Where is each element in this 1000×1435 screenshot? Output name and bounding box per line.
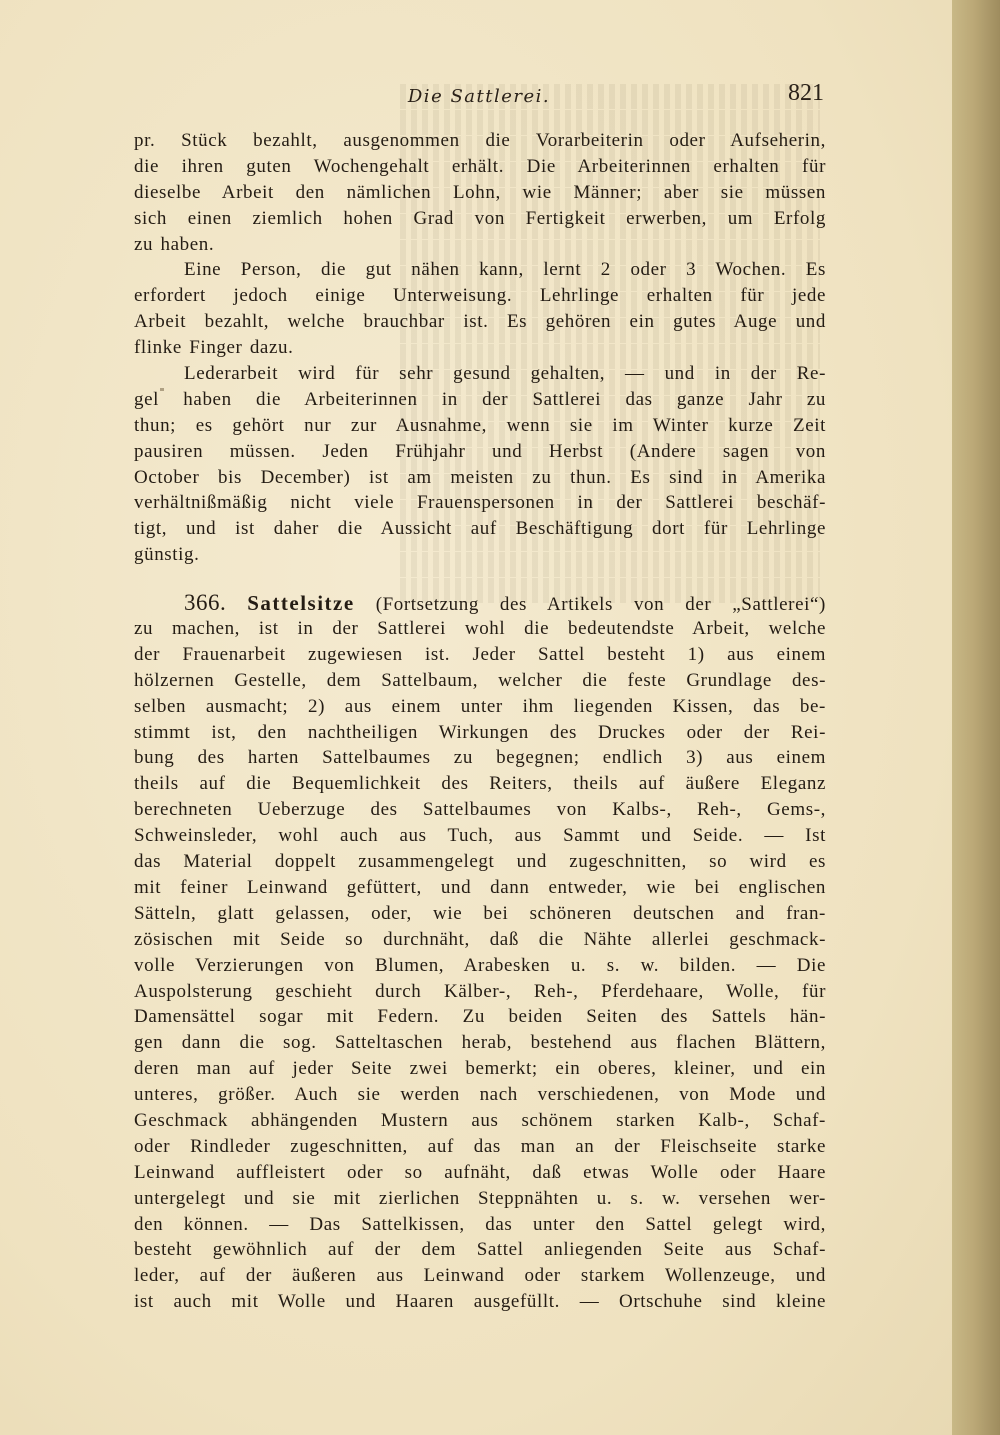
text-line: günstig.: [134, 544, 200, 566]
text-line: Leinwand auffleistert oder so aufnäht, daß etwas Wolle oder Haare: [134, 1161, 826, 1183]
text-line: Lederarbeit wird für sehr gesund gehalten, — und in der Re-: [184, 363, 826, 385]
text-line: volle Verzierungen von Blumen, Arabesken u. s. w. bilden. — Die: [134, 954, 826, 976]
text-line: Schweinsleder, wohl auch aus Tuch, aus Sammt und Seide. — Ist: [134, 825, 826, 847]
paragraph-continued: [134, 128, 826, 257]
article-number: 366.: [184, 590, 227, 616]
text-line: Auspolsterung geschieht durch Kälber-, Reh-, Pferdehaare, Wolle, für: [134, 980, 826, 1002]
paragraph-learning: [134, 257, 826, 361]
text-line: dieselbe Arbeit den nämlichen Lohn, wie Männer; aber sie müssen: [134, 181, 826, 203]
page-number: 821: [788, 80, 824, 106]
article-subtitle: (Fortsetzung des Artikels von der „Sattlerei“): [375, 594, 826, 616]
article-sattelsitze: [134, 590, 826, 1315]
text-line: thun; es gehört nur zur Ausnahme, wenn sie im Winter kurze Zeit: [134, 414, 826, 436]
text-line: selben ausmacht; 2) aus einem unter ihm liegenden Kissen, das be-: [134, 695, 826, 717]
text-line: zu haben.: [134, 233, 215, 255]
body-text: [134, 128, 826, 1315]
text-line: gen dann die sog. Satteltaschen herab, bestehend aus flachen Blättern,: [134, 1032, 826, 1054]
section-gap: [134, 568, 826, 590]
text-line: Arbeit bezahlt, welche brauchbar ist. Es gehören ein gutes Auge und: [134, 311, 826, 333]
text-line: ist auch mit Wolle und Haaren ausgefüllt. — Ortschuhe sind kleine: [134, 1291, 826, 1313]
article-heading-line: [134, 590, 826, 616]
text-line: den können. — Das Sattelkissen, das unter den Sattel gelegt wird,: [134, 1213, 826, 1235]
text-line: zu machen, ist in der Sattlerei wohl die bedeutendste Arbeit, welche: [134, 618, 826, 640]
text-line: mit feiner Leinwand gefüttert, und dann entweder, wie bei englischen: [134, 876, 826, 898]
running-head: Die Sattlerei.: [407, 86, 551, 107]
text-line: die ihren guten Wochengehalt erhält. Die Arbeiterinnen erhalten für: [134, 155, 826, 177]
text-line: Eine Person, die gut nähen kann, lernt 2 oder 3 Wochen. Es: [184, 259, 826, 281]
text-line: besteht gewöhnlich auf der dem Sattel anliegenden Seite aus Schaf-: [134, 1239, 826, 1261]
text-line: der Frauenarbeit zugewiesen ist. Jeder Sattel besteht 1) aus einem: [134, 643, 826, 665]
text-line: flinke Finger dazu.: [134, 337, 294, 359]
text-line: tigt, und ist daher die Aussicht auf Beschäftigung dort für Lehrlinge: [134, 518, 826, 540]
text-line: leder, auf der äußeren aus Leinwand oder starkem Wollenzeuge, und: [134, 1265, 826, 1287]
text-line: hölzernen Gestelle, dem Sattelbaum, welcher die feste Grundlage des-: [134, 669, 826, 691]
page-header: [134, 80, 824, 114]
text-line: deren man auf jeder Seite zwei bemerkt; ein oberes, kleiner, und ein: [134, 1058, 826, 1080]
text-line: pausiren müssen. Jeden Frühjahr und Herbst (Andere sagen von: [134, 440, 826, 462]
text-line: berechneten Ueberzuge des Sattelbaumes von Kalbs-, Reh-, Gems-,: [134, 799, 826, 821]
text-line: unteres, größer. Auch sie werden nach verschiedenen, von Mode und: [134, 1084, 826, 1106]
text-line: erfordert jedoch einige Unterweisung. Lehrlinge erhalten für jede: [134, 285, 826, 307]
scan-background-edge: [952, 0, 1000, 1435]
text-line: verhältnißmäßig nicht viele Frauenspersonen in der Sattlerei beschäf-: [134, 492, 826, 514]
paragraph-leatherwork: [134, 361, 826, 568]
text-line: October bis December) ist am meisten zu thun. Es sind in Amerika: [134, 466, 826, 488]
text-line: Damensättel sogar mit Federn. Zu beiden Seiten des Sattels hän-: [134, 1006, 826, 1028]
text-line: Geschmack abhängenden Mustern aus schönem starken Kalb-, Schaf-: [134, 1109, 826, 1131]
text-line: zösischen mit Seide so durchnäht, daß die Nähte allerlei geschmack-: [134, 928, 826, 950]
text-line: sich einen ziemlich hohen Grad von Fertigkeit erwerben, um Erfolg: [134, 207, 826, 229]
text-line: pr. Stück bezahlt, ausgenommen die Vorarbeiterin oder Aufseherin,: [134, 130, 826, 151]
text-line: oder Rindleder zugeschnitten, auf das man an der Fleischseite starke: [134, 1135, 826, 1157]
article-title: Sattelsitze: [247, 591, 355, 616]
text-line: theils auf die Bequemlichkeit des Reiters, theils auf äußere Eleganz: [134, 773, 826, 795]
text-line: das Material doppelt zusammengelegt und zugeschnitten, so wird es: [134, 851, 826, 873]
text-line: Sätteln, glatt gelassen, oder, wie bei schöneren deutschen and fran-: [134, 902, 826, 924]
text-line: gel haben die Arbeiterinnen in der Sattlerei das ganze Jahr zu: [134, 388, 826, 410]
text-line: bung des harten Sattelbaumes zu begegnen; endlich 3) aus einem: [134, 747, 826, 769]
text-line: untergelegt und sie mit zierlichen Steppnähten u. s. w. versehen wer-: [134, 1187, 826, 1209]
text-line: stimmt ist, den nachtheiligen Wirkungen des Druckes oder der Rei-: [134, 721, 826, 743]
